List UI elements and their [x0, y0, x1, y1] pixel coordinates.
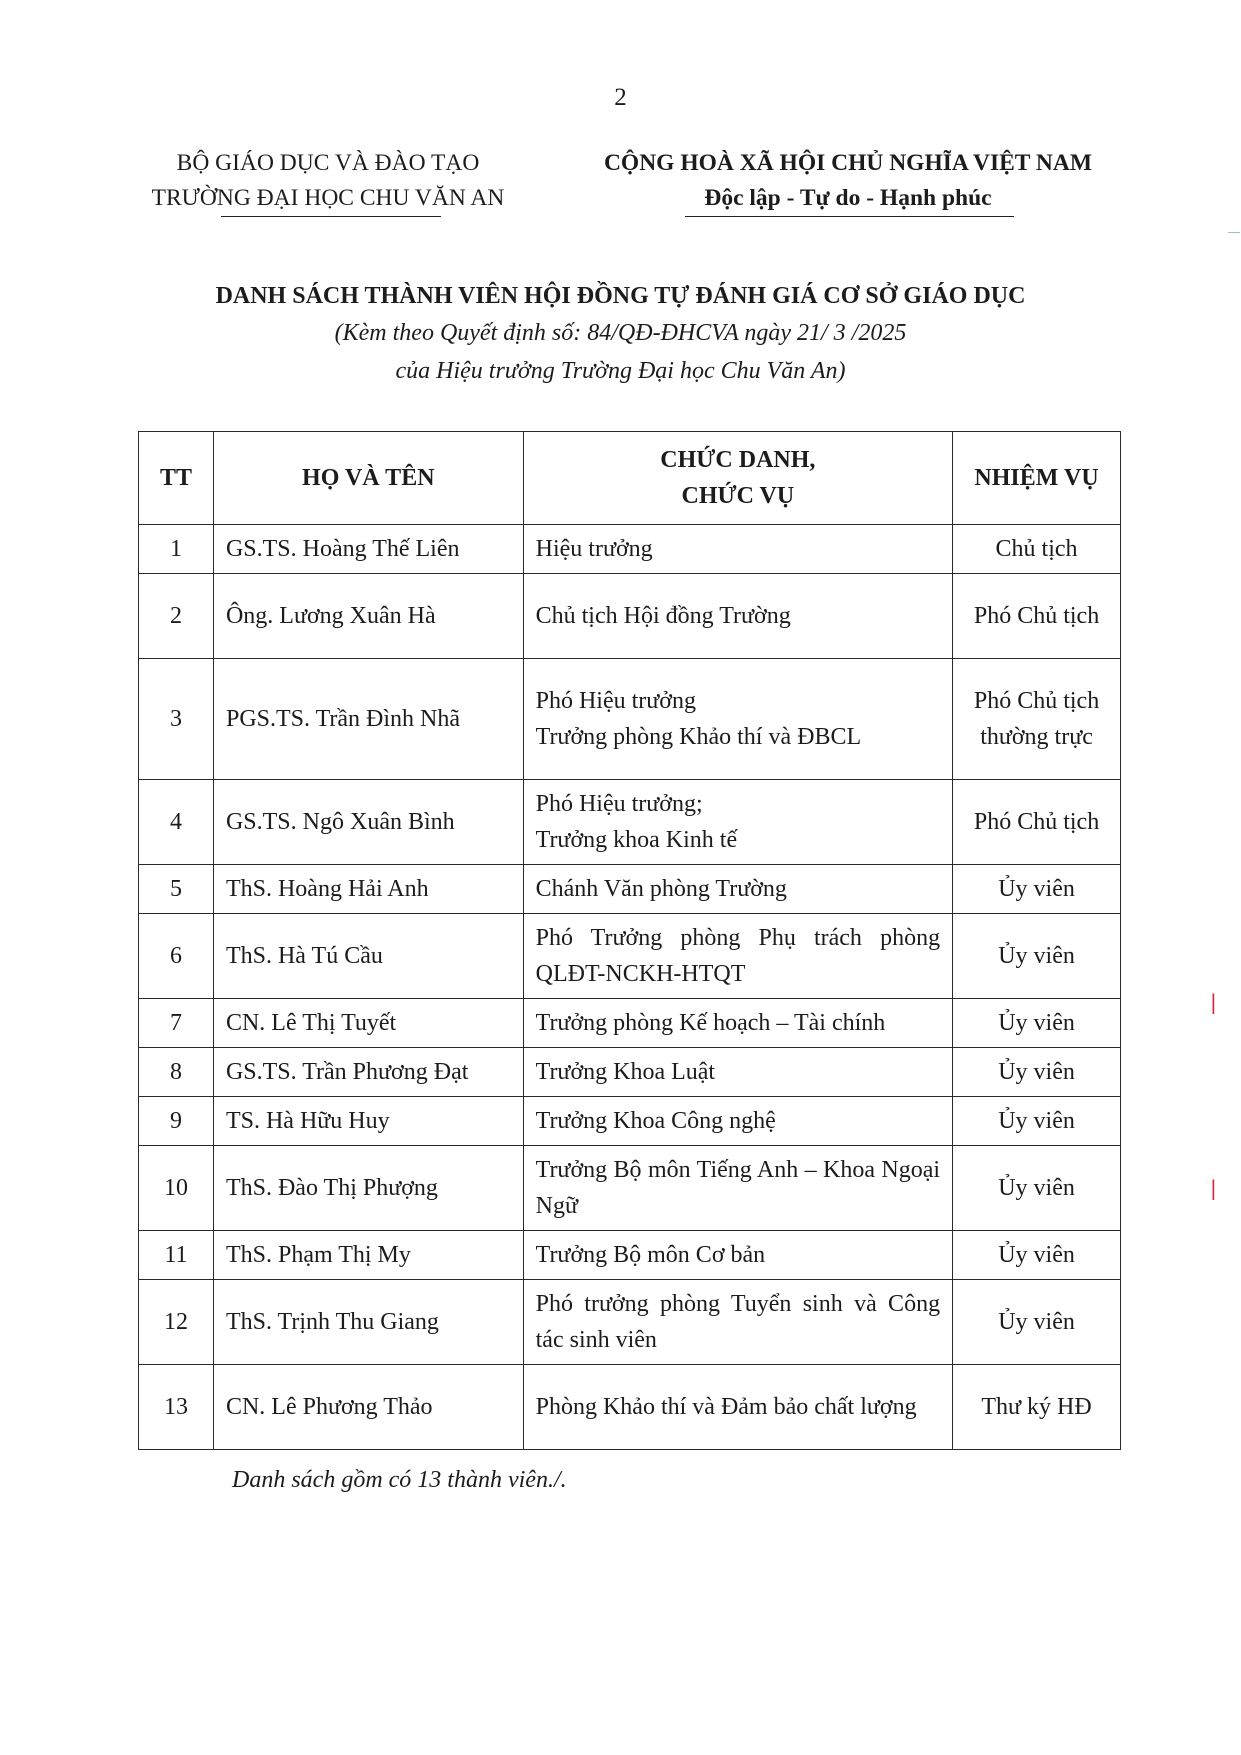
table-row: [139, 659, 1121, 780]
cell-position: Phó Hiệu trưởng; Trưởng khoa Kinh tế: [523, 780, 952, 865]
title-block: [0, 278, 1241, 390]
cell-role: Ủy viên: [953, 1146, 1121, 1231]
cell-tt: 7: [139, 999, 214, 1048]
cell-tt: 10: [139, 1146, 214, 1231]
cell-role: Ủy viên: [953, 914, 1121, 999]
cell-name: ThS. Phạm Thị My: [213, 1231, 523, 1280]
header-position-line1: CHỨC DANH,: [660, 447, 816, 473]
table-row: [139, 1231, 1121, 1280]
cell-position: Trưởng Bộ môn Tiếng Anh – Khoa Ngoại Ngữ: [523, 1146, 952, 1231]
cell-tt: 9: [139, 1097, 214, 1146]
cell-role: Chủ tịch: [953, 525, 1121, 574]
table-row: [139, 1280, 1121, 1365]
header-right: [578, 146, 1118, 216]
document-subtitle-decision: (Kèm theo Quyết định số: 84/QĐ-ĐHCVA ngày 21/ 3 /2025: [334, 320, 907, 346]
header-left-underline: [221, 216, 441, 217]
stamp-mark: |: [1210, 1176, 1217, 1200]
cell-role: Phó Chủ tịch: [953, 780, 1121, 865]
cell-name: ThS. Hà Tú Cầu: [213, 914, 523, 999]
footnote: Danh sách gồm có 13 thành viên./.: [232, 1467, 567, 1493]
cell-tt: 2: [139, 574, 214, 659]
document-title: DANH SÁCH THÀNH VIÊN HỘI ĐỒNG TỰ ĐÁNH GIÁ CƠ SỞ GIÁO DỤC: [215, 283, 1026, 309]
cell-position: Trưởng Bộ môn Cơ bản: [523, 1231, 952, 1280]
cell-position: Chủ tịch Hội đồng Trường: [523, 574, 952, 659]
cell-name: PGS.TS. Trần Đình Nhã: [213, 659, 523, 780]
table-row: [139, 574, 1121, 659]
table-row: [139, 865, 1121, 914]
table-row: [139, 1048, 1121, 1097]
cell-position: Phó trưởng phòng Tuyển sinh và Công tác sinh viên: [523, 1280, 952, 1365]
cell-name: TS. Hà Hữu Huy: [213, 1097, 523, 1146]
cell-name: ThS. Trịnh Thu Giang: [213, 1280, 523, 1365]
cell-position: Hiệu trưởng: [523, 525, 952, 574]
cell-name: GS.TS. Trần Phương Đạt: [213, 1048, 523, 1097]
cell-position: Trưởng Khoa Luật: [523, 1048, 952, 1097]
table-header-row: [139, 432, 1121, 525]
cell-name: CN. Lê Phương Thảo: [213, 1365, 523, 1450]
cell-name: GS.TS. Hoàng Thế Liên: [213, 525, 523, 574]
country-name: CỘNG HOÀ XÃ HỘI CHỦ NGHĨA VIỆT NAM: [603, 150, 1093, 176]
cell-position: Chánh Văn phòng Trường: [523, 865, 952, 914]
table-row: [139, 780, 1121, 865]
cell-position: Phó Trưởng phòng Phụ trách phòng QLĐT-NCKH-HTQT: [523, 914, 952, 999]
cell-tt: 1: [139, 525, 214, 574]
cell-name: ThS. Đào Thị Phượng: [213, 1146, 523, 1231]
document-subtitle-issuer: của Hiệu trưởng Trường Đại học Chu Văn An): [395, 358, 846, 384]
table-row: [139, 525, 1121, 574]
cell-role: Thư ký HĐ: [953, 1365, 1121, 1450]
cell-role: Phó Chủ tịch: [953, 574, 1121, 659]
cell-role: Ủy viên: [953, 1097, 1121, 1146]
header-role: NHIỆM VỤ: [953, 432, 1121, 525]
table-row: [139, 1146, 1121, 1231]
cell-role: Ủy viên: [953, 1048, 1121, 1097]
header-position: [523, 432, 952, 525]
cell-position: Trưởng phòng Kế hoạch – Tài chính: [523, 999, 952, 1048]
ministry-name: BỘ GIÁO DỤC VÀ ĐÀO TẠO: [176, 150, 480, 176]
cell-tt: 12: [139, 1280, 214, 1365]
cell-role: Phó Chủ tịch thường trực: [953, 659, 1121, 780]
university-name: TRƯỜNG ĐẠI HỌC CHU VĂN AN: [151, 185, 505, 211]
header-tt: TT: [139, 432, 214, 525]
margin-tick: [1228, 232, 1240, 233]
cell-tt: 11: [139, 1231, 214, 1280]
table-row: [139, 1365, 1121, 1450]
stamp-mark: |: [1210, 990, 1217, 1014]
cell-name: Ông. Lương Xuân Hà: [213, 574, 523, 659]
cell-position: Trưởng Khoa Công nghệ: [523, 1097, 952, 1146]
cell-name: ThS. Hoàng Hải Anh: [213, 865, 523, 914]
cell-role: Ủy viên: [953, 865, 1121, 914]
cell-tt: 3: [139, 659, 214, 780]
cell-tt: 6: [139, 914, 214, 999]
cell-tt: 4: [139, 780, 214, 865]
header-left: [118, 146, 538, 216]
cell-role: Ủy viên: [953, 999, 1121, 1048]
table-row: [139, 914, 1121, 999]
national-motto: Độc lập - Tự do - Hạnh phúc: [704, 185, 992, 211]
cell-name: GS.TS. Ngô Xuân Bình: [213, 780, 523, 865]
cell-role: Ủy viên: [953, 1280, 1121, 1365]
header-position-line2: CHỨC VỤ: [681, 483, 795, 509]
cell-role: Ủy viên: [953, 1231, 1121, 1280]
cell-tt: 13: [139, 1365, 214, 1450]
cell-position: Phó Hiệu trưởng Trưởng phòng Khảo thí và ĐBCL: [523, 659, 952, 780]
header-right-underline: [685, 216, 1014, 217]
cell-name: CN. Lê Thị Tuyết: [213, 999, 523, 1048]
header-name: HỌ VÀ TÊN: [213, 432, 523, 525]
members-table: [138, 431, 1121, 1450]
cell-tt: 5: [139, 865, 214, 914]
page-number: 2: [614, 84, 627, 111]
table-row: [139, 1097, 1121, 1146]
table-row: [139, 999, 1121, 1048]
cell-tt: 8: [139, 1048, 214, 1097]
cell-position: Phòng Khảo thí và Đảm bảo chất lượng: [523, 1365, 952, 1450]
